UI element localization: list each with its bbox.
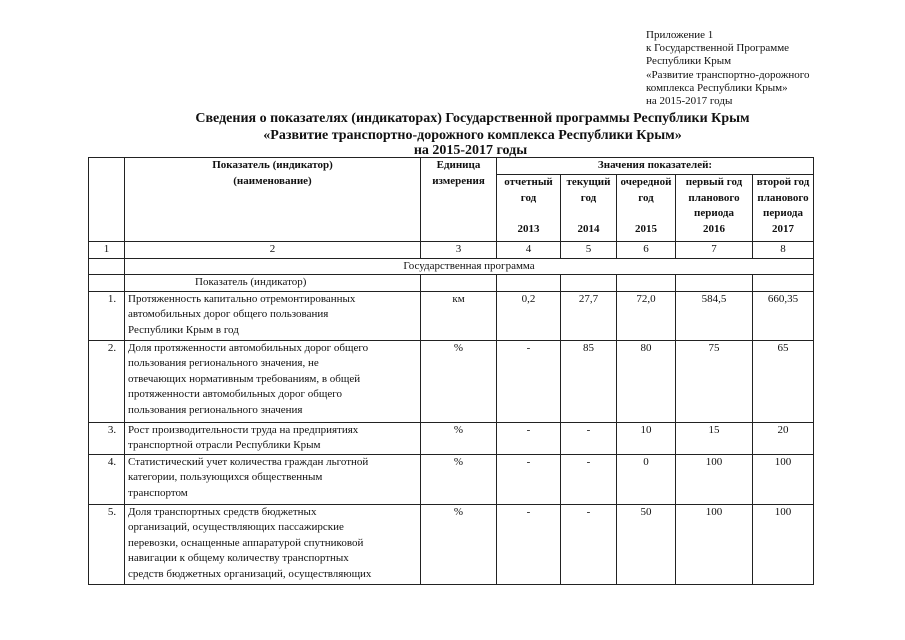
row-value: - xyxy=(561,454,617,504)
indicator-text: автомобильных дорог общего пользования xyxy=(128,308,329,320)
column-number: 7 xyxy=(676,242,753,259)
row-number: 1. xyxy=(89,291,125,340)
table-row xyxy=(89,422,814,454)
empty-cell xyxy=(617,275,676,292)
row-value: 75 xyxy=(676,340,753,422)
row-value: 100 xyxy=(753,454,814,504)
column-number: 5 xyxy=(561,242,617,259)
row-value: 660,35 xyxy=(753,291,814,340)
header-column-text xyxy=(500,206,557,222)
column-numbers-row xyxy=(89,242,814,259)
row-value: 27,7 xyxy=(561,291,617,340)
indicator-text: пользования регионального значения, не xyxy=(128,357,319,369)
indicator-text: отвечающих нормативным требованиям, в общей xyxy=(128,372,361,385)
header-column-year: 2013 xyxy=(517,222,540,235)
indicator-text: транспортом xyxy=(128,486,188,499)
row-value: 80 xyxy=(617,340,676,422)
indicator-text: Рост производительности труда на предприятиях xyxy=(128,423,359,436)
row-value: 0,2 xyxy=(497,291,561,340)
indicator-text: протяженности автомобильных дорог общего xyxy=(128,388,342,400)
row-number: 2. xyxy=(89,340,125,422)
empty-cell xyxy=(561,275,617,292)
row-value: 10 xyxy=(617,422,676,454)
row-value: 72,0 xyxy=(617,291,676,340)
appendix-line: Республики Крым xyxy=(646,55,732,68)
column-number: 8 xyxy=(753,242,814,259)
table-row xyxy=(89,291,814,340)
header-column-text: год xyxy=(638,191,654,204)
header-year-column xyxy=(753,175,814,242)
row-value: - xyxy=(497,422,561,454)
header-column-text: периода xyxy=(763,207,803,219)
header-column-year: 2014 xyxy=(577,222,600,235)
header-unit-cell xyxy=(421,158,497,242)
empty-cell xyxy=(497,275,561,292)
header-year-column xyxy=(497,175,561,242)
header-column-text xyxy=(620,206,672,222)
row-value: - xyxy=(497,504,561,584)
row-value: - xyxy=(561,504,617,584)
row-value: 65 xyxy=(753,340,814,422)
row-value: 85 xyxy=(561,340,617,422)
header-year-column xyxy=(561,175,617,242)
header-indicator-name: (наименование) xyxy=(233,174,312,187)
row-unit: % xyxy=(421,504,497,584)
header-column-text: очередной xyxy=(620,176,672,188)
header-column-text: первый год xyxy=(685,176,743,188)
row-number: 3. xyxy=(89,422,125,454)
section-row xyxy=(89,258,814,275)
header-column-text: год xyxy=(520,191,537,204)
row-indicator-name xyxy=(125,454,421,504)
indicators-table xyxy=(88,157,814,585)
row-value: - xyxy=(561,422,617,454)
row-value: 100 xyxy=(676,454,753,504)
header-column-text: год xyxy=(580,191,597,204)
row-indicator-name xyxy=(125,504,421,584)
table-row xyxy=(89,340,814,422)
indicator-text: навигации к общему количеству транспортных xyxy=(128,552,349,564)
header-indicator-cell xyxy=(125,158,421,242)
header-unit: Единица xyxy=(436,159,481,171)
document-title: Сведения о показателях (индикаторах) Государственной программы Республики Крым xyxy=(195,111,750,126)
indicator-text: пользования регионального значения xyxy=(128,403,303,416)
column-number: 3 xyxy=(421,242,497,259)
appendix-line: на 2015-2017 годы xyxy=(646,95,733,108)
row-number: 4. xyxy=(89,454,125,504)
document-title: «Развитие транспортно-дорожного комплекса Республики Крым» xyxy=(263,128,682,143)
row-unit: км xyxy=(421,291,497,340)
row-value: - xyxy=(497,454,561,504)
row-indicator-name xyxy=(125,291,421,340)
header-unit: измерения xyxy=(432,174,485,187)
empty-cell xyxy=(421,275,497,292)
indicator-text: организаций, осуществляющих пассажирские xyxy=(128,521,344,533)
row-value: 50 xyxy=(617,504,676,584)
row-unit: % xyxy=(421,422,497,454)
header-column-text: планового xyxy=(757,191,809,204)
row-value: 100 xyxy=(676,504,753,584)
row-indicator-name xyxy=(125,340,421,422)
indicator-text: Доля протяженности автомобильных дорог общего xyxy=(128,341,369,354)
indicator-text: категории, пользующихся общественным xyxy=(128,471,323,483)
subsection-title: Показатель (индикатор) xyxy=(125,275,421,292)
row-unit: % xyxy=(421,454,497,504)
appendix-line: комплекса Республики Крым» xyxy=(646,81,788,94)
row-value: 584,5 xyxy=(676,291,753,340)
column-number: 6 xyxy=(617,242,676,259)
table-row xyxy=(89,504,814,584)
row-value: 15 xyxy=(676,422,753,454)
header-year-column xyxy=(676,175,753,242)
empty-cell xyxy=(89,275,125,292)
empty-cell xyxy=(753,275,814,292)
header-column-year: 2017 xyxy=(772,222,794,235)
table-row xyxy=(89,454,814,504)
document-title: на 2015-2017 годы xyxy=(413,143,528,158)
header-column-text: текущий xyxy=(566,176,611,188)
appendix-line: к Государственной Программе xyxy=(646,42,790,55)
header-column-text xyxy=(564,206,613,222)
row-indicator-name xyxy=(125,422,421,454)
indicator-text: транспортной отрасли Республики Крым xyxy=(128,439,321,451)
indicator-text: Протяженность капитально отремонтированных xyxy=(128,292,356,305)
header-year-column xyxy=(617,175,676,242)
indicator-text: средств бюджетных организаций, осуществляющих xyxy=(128,567,372,580)
appendix-line: Приложение 1 xyxy=(646,29,714,41)
empty-cell xyxy=(676,275,753,292)
column-number: 2 xyxy=(125,242,421,259)
row-value: 20 xyxy=(753,422,814,454)
header-column-text: планового xyxy=(688,191,740,204)
indicator-text: Республики Крым в год xyxy=(128,323,239,336)
header-column-text: отчетный xyxy=(504,176,553,188)
subsection-row xyxy=(89,275,814,292)
header-values-title: Значения показателей: xyxy=(497,158,814,175)
row-value: 0 xyxy=(617,454,676,504)
row-value: 100 xyxy=(753,504,814,584)
column-number: 1 xyxy=(89,242,125,259)
appendix-note xyxy=(646,29,810,108)
row-unit: % xyxy=(421,340,497,422)
indicator-text: перевозки, оснащенные аппаратурой спутниковой xyxy=(128,536,364,549)
header-column-year: 2015 xyxy=(635,222,657,235)
section-title: Государственная программа xyxy=(125,258,814,275)
column-number: 4 xyxy=(497,242,561,259)
table-header-row xyxy=(89,158,814,175)
header-column-text: периода xyxy=(694,207,734,219)
empty-cell xyxy=(89,258,125,275)
header-number-cell xyxy=(89,158,125,242)
row-value: - xyxy=(497,340,561,422)
header-indicator-name: Показатель (индикатор) xyxy=(212,159,333,171)
header-column-text: второй год xyxy=(756,176,810,188)
indicator-text: Доля транспортных средств бюджетных xyxy=(128,505,317,518)
appendix-line: «Развитие транспортно-дорожного xyxy=(646,68,810,81)
row-number: 5. xyxy=(89,504,125,584)
indicator-text: Статистический учет количества граждан льготной xyxy=(128,455,369,468)
header-column-year: 2016 xyxy=(703,222,725,235)
